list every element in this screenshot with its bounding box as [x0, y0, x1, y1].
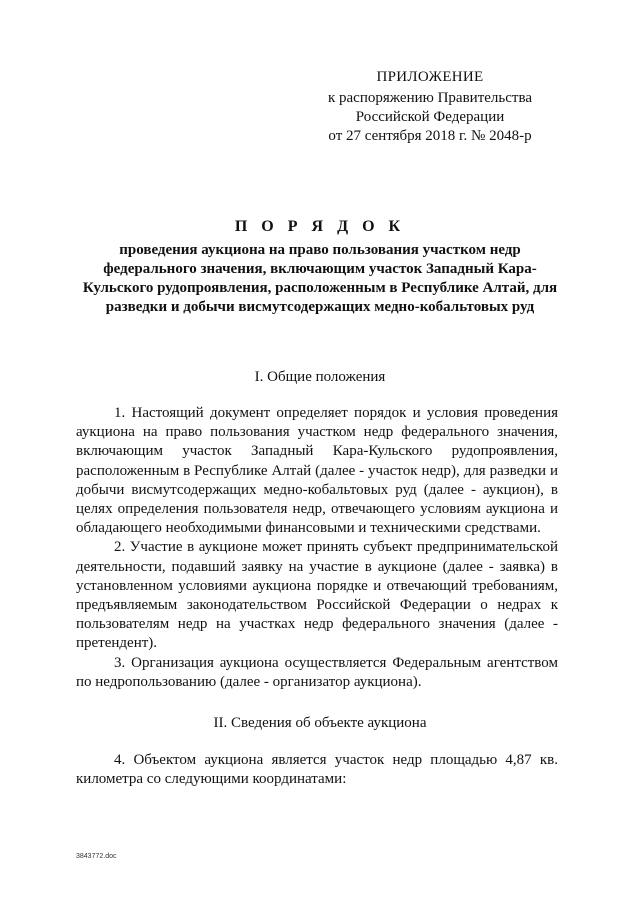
section-1-body: [76, 404, 558, 692]
section-1-heading: I. Общие положения: [254, 369, 386, 385]
paragraph-3: 3. Организация аукциона осуществляется Федеральным агентством по недропользованию (далее - организатор аукциона).: [76, 654, 558, 690]
paragraph-1: 1. Настоящий документ определяет порядок и условия проведения аукциона на право пользования участком недр федерального значения, включающим участок Западный Кара-Кульского рудопроявления, расположенным в Республике Алтай (далее - участок недр), для разведки и добычи висмутсодержащих медно-кобальтовых руд (далее - аукцион), в целях определения пользователя недр, отвечающего условиям аукциона и обладающего необходимыми финансовыми и техническими средствами.: [76, 405, 558, 537]
appendix-block: [300, 68, 560, 146]
appendix-line-3: от 27 сентября 2018 г. № 2048-р: [328, 128, 532, 144]
appendix-line-2: Российской Федерации: [355, 109, 505, 125]
paragraph-4: 4. Объектом аукциона является участок недр площадью 4,87 кв. километра со следующими координатами:: [76, 752, 558, 788]
appendix-title: ПРИЛОЖЕНИЕ: [376, 69, 484, 85]
paragraph-2: 2. Участие в аукционе может принять субъект предпринимательской деятельности, подавший заявку на участие в аукционе (далее - заявка) в установленном условиями аукциона порядке и отвечающий требованиям, предъявляемым законодательством Российской Федерации о недрах к пользователям недр на участках недр федерального значения (далее - претендент).: [76, 539, 558, 652]
section-2-body: [76, 751, 558, 789]
document-title: П О Р Я Д О К: [234, 218, 406, 235]
file-code: 3843772.doc: [76, 853, 117, 860]
appendix-line-1: к распоряжению Правительства: [327, 90, 532, 106]
section-2-heading: II. Сведения об объекте аукциона: [213, 715, 427, 731]
document-subtitle: проведения аукциона на право пользования участком недр федерального значения, включающим участок Западный Кара-Кульского рудопроявления, расположенным в Республике Алтай, для разведки и добычи висмутсодержащих медно-кобальтовых руд: [82, 242, 558, 315]
